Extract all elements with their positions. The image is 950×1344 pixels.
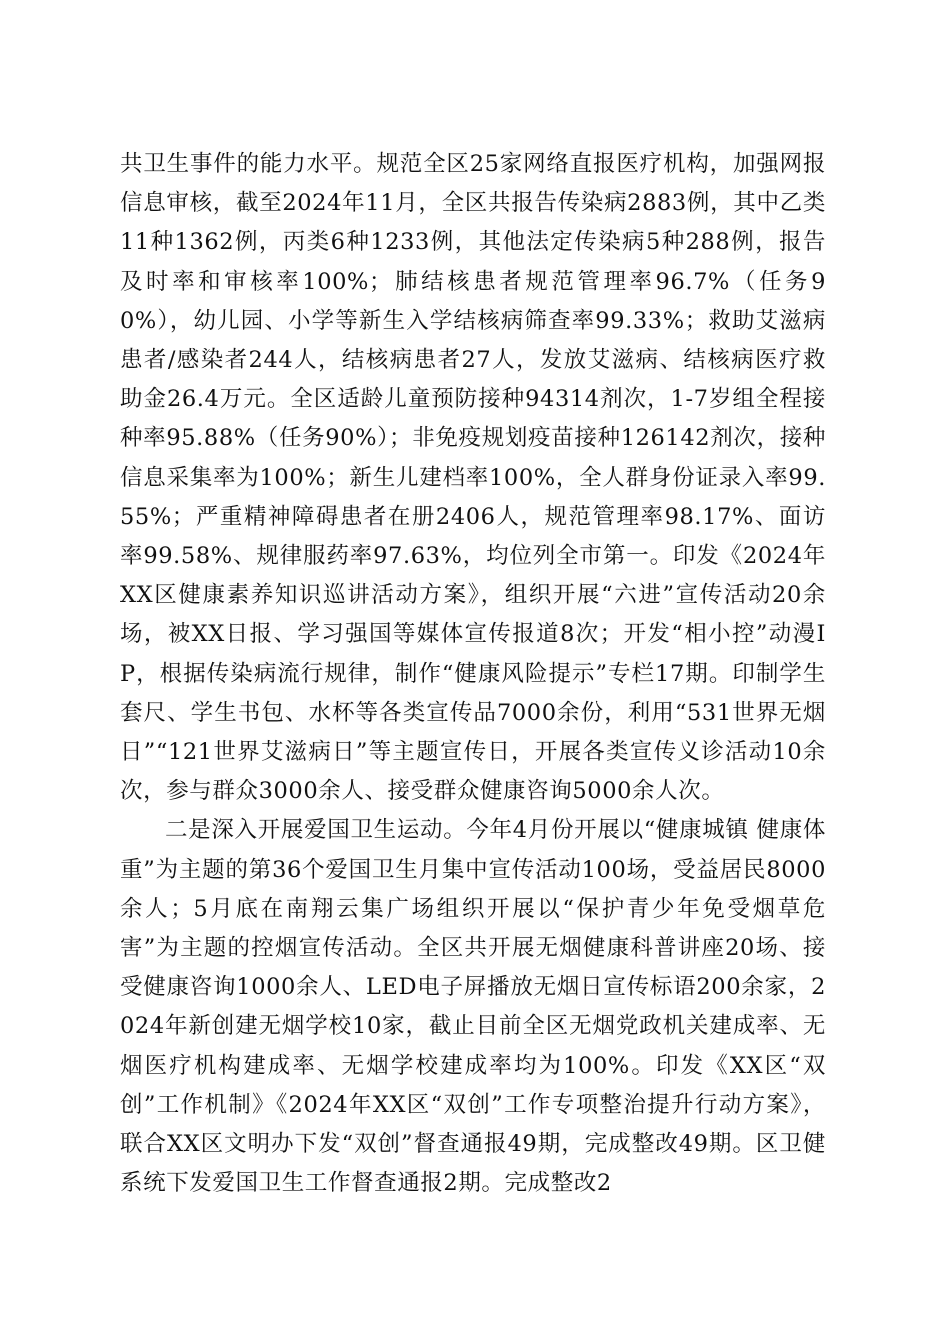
paragraph-public-health-capacity: 共卫生事件的能力水平。规范全区25家网络直报医疗机构，加强网报信息审核，截至2024年11月，全区共报告传染病2883例，其中乙类11种1362例，丙类6种1233例，其他法定传染病5种288例，报告及时率和审核率100%；肺结核患者规范管理率96.7%（任务90%），幼儿园、小学等新生入学结核病筛查率99.33%；救助艾滋病患者/感染者244人，结核病患者27人，发放艾滋病、结核病医疗救助金26.4万元。全区适龄儿童预防接种94314剂次，1-7岁组全程接种率95.88%（任务90%）；非免疫规划疫苗接种126142剂次，接种信息采集率为100%；新生儿建档率100%，全人群身份证录入率99.55%；严重精神障碍患者在册2406人，规范管理率98.17%、面访率99.58%、规律服药率97.63%，均位列全市第一。印发《2024年XX区健康素养知识巡讲活动方案》，组织开展“六进”宣传活动20余场，被XX日报、学习强国等媒体宣传报道8次；开发“相小控”动漫IP，根据传染病流行规律，制作“健康风险提示”专栏17期。印制学生套尺、学生书包、水杯等各类宣传品7000余份，利用“531世界无烟日”“121世界艾滋病日”等主题宣传日，开展各类宣传义诊活动10余次，参与群众3000余人、接受群众健康咨询5000余人次。 (120, 151, 826, 805)
paragraph-patriotic-health-campaign: 二是深入开展爱国卫生运动。今年4月份开展以“健康城镇 健康体重”为主题的第36个爱国卫生月集中宣传活动100场，受益居民8000余人；5月底在南翔云集广场组织开展以“保护青少年免受烟草危害”为主题的控烟宣传活动。全区共开展无烟健康科普讲座20场、接受健康咨询1000余人、LED电子屏播放无烟日宣传标语200余家，2024年新创建无烟学校10家，截止目前全区无烟党政机关建成率、无烟医疗机构建成率、无烟学校建成率均为100%。印发《XX区“双创”工作机制》《2024年XX区“双创”工作专项整治提升行动方案》，联合XX区文明办下发“双创”督查通报49期，完成整改49期。区卫健系统下发爱国卫生工作督查通报2期。完成整改2 (120, 817, 826, 1197)
body-text (120, 145, 826, 1203)
